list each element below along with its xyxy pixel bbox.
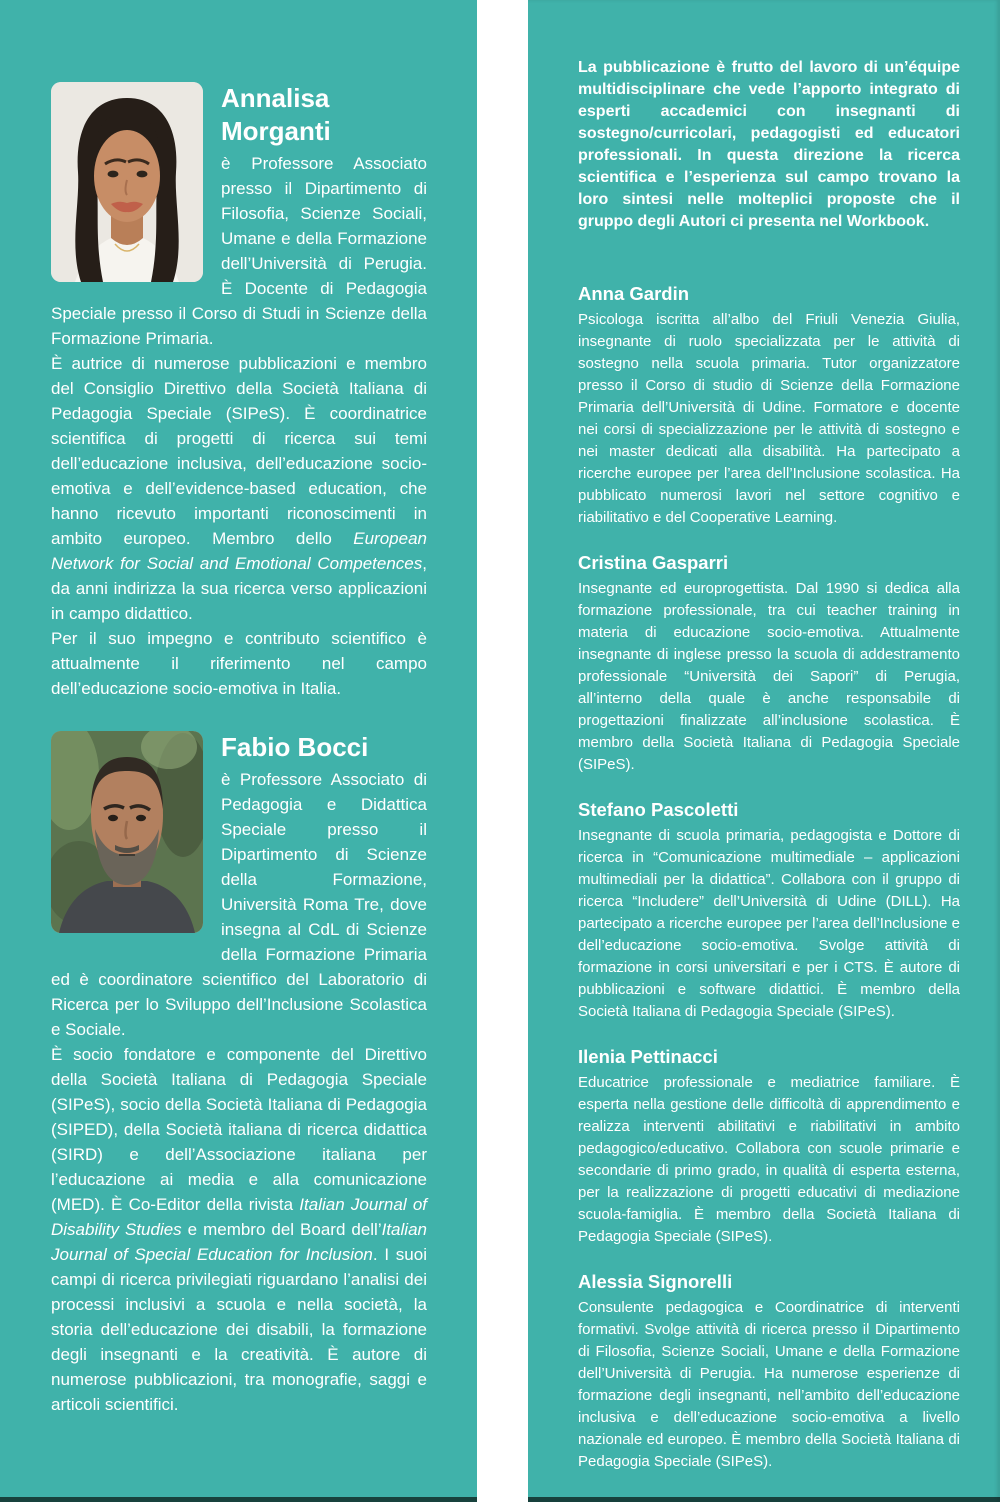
intro-paragraph: La pubblicazione è frutto del lavoro di un’équipe multidisciplinare che vede l’apporto integrato di esperti accademici con insegnanti di sostegno/curricolari, pedagogisti ed educatori professionali. In questa direzione la ricerca scientifica e l’esperienza sul campo trovano la loro sintesi nelle molteplici proposte che il gruppo degli Autori ci presenta nel Workbook. (578, 59, 960, 230)
italic-text-run: European Network for Social and Emotional Competences (51, 529, 427, 573)
italic-text-run: Italian Journal of Special Education for Inclusion (51, 1220, 427, 1264)
bio-paragraph: Insegnante di scuola primaria, pedagogista e Dottore di ricerca in “Comunicazione multimediale – applicazioni multimediali per la didattica”. Collabora con il gruppo di ricerca “Includere” dell’Università di Udine (DILL). Ha partecipato a ricerche europee per l’area dell’Inclusione e dell’educazione socio-emotiva. Svolge attività di formazione in corsi universitari e per i CTS. È autore di pubblicazioni e software didattici. È membro della Società Italiana di Pedagogia Speciale (SIPeS). (578, 827, 960, 1020)
author-name: Anna Gardin (578, 283, 690, 304)
left-flap-authors (51, 82, 427, 1417)
bio-paragraph: Insegnante ed europrogettista. Dal 1990 si dedica alla formazione professionale, tra cui teacher training in materia di educazione socio-emotiva. Attualmente insegnante di inglese presso la scuola di addestramento professionale “Università dei Sapori” di Perugia, all’interno della quale è anche responsabile di progettazioni finalizzate all’inclusione scolastica. È membro della Società Italiana di Pedagogia Speciale (SIPeS). (578, 580, 960, 773)
spine-gutter (477, 0, 528, 1505)
author-bio (578, 281, 960, 529)
author-bio (51, 731, 427, 1417)
author-bio (51, 82, 427, 701)
bio-paragraph: Educatrice professionale e mediatrice familiare. È esperta nella gestione delle difficoltà di apprendimento e realizza interventi abilitativi e riabilitativi in ambito pedagogico/educativo. Collabora con scuole primarie e secondarie di primo grado, in qualità di esperta esterna, per la realizzazione di progetti educativi di mediazione scuola-famiglia. È membro della Società Italiana di Pedagogia Speciale (SIPeS). (578, 1074, 960, 1245)
fabio-bocci-portrait (51, 731, 203, 933)
text-run: È autrice di numerose pubblicazioni e membro del Consiglio Direttivo della Società Italiana di Pedagogia Speciale (SIPeS). È coordinatrice scientifica di progetti di ricerca sui temi dell’educazione inclusiva, dell’educazione socio-emotiva e dell’evidence-based education, che hanno ricevuto importanti riconoscimenti in ambito europeo. Membro dello (51, 354, 427, 548)
right-flap-authors (578, 281, 960, 1473)
text-run: È socio fondatore e componente del Direttivo della Società Italiana di Pedagogia Speciale (SIPeS), socio della Società Italiana di Pedagogia (SIPED), della Società italiana di ricerca didattica (SIRD) e dell’Associazione italiana per l’educazione ai media e alla comunicazione (MED). È Co-Editor della rivista (51, 1045, 427, 1214)
text-run: , da anni indirizza la sua ricerca verso applicazioni in campo didattico. (51, 554, 427, 623)
fabio-bocci-photo (51, 731, 203, 933)
author-name: Fabio Bocci (221, 732, 369, 762)
author-bio (578, 1044, 960, 1248)
text-run: è Professore Associato presso il Dipartimento di Filosofia, Scienze Sociali, Umane e della Formazione dell’Università di Perugia. È Docente di Pedagogia Speciale presso il Corso di Studi in Scienze della Formazione Primaria. (51, 154, 427, 348)
text-run: e membro del Board dell’ (181, 1220, 382, 1239)
text-run: Per il suo impegno e contributo scientifico è attualmente il riferimento nel campo dell’educazione socio-emotiva in Italia. (51, 629, 427, 698)
author-name: Alessia Signorelli (578, 1271, 733, 1292)
author-name: Annalisa Morganti (221, 83, 331, 146)
bio-paragraph (51, 626, 427, 701)
author-name: Ilenia Pettinacci (578, 1046, 718, 1067)
bio-paragraph: Consulente pedagogica e Coordinatrice di interventi formativi. Svolge attività di ricerca presso il Dipartimento di Filosofia, Scienze Sociali, Umane e della Formazione dell’Università di Perugia. Ha numerose esperienze di formazione degli insegnanti, nell’ambito dell’educazione inclusiva e dell’educazione socio-emotiva a livello nazionale ed europeo. È membro della Società Italiana di Pedagogia Speciale (SIPeS). (578, 1299, 960, 1470)
author-bio (578, 1269, 960, 1473)
italic-text-run: Italian Journal of Disability Studies (51, 1195, 428, 1239)
text-run: . I suoi campi di ricerca privilegiati riguardano l’analisi dei processi inclusivi a scuola e nella società, la storia dell’educazione dei disabili, la formazione degli insegnanti e la creatività. È autore di numerose pubblicazioni, tra monografie, saggi e articoli scientifici. (51, 1245, 427, 1414)
author-name: Cristina Gasparri (578, 552, 729, 573)
text-run: è Professore Associato di Pedagogia e Didattica Speciale presso il Dipartimento di Scienze della Formazione, Università Roma Tre, dove insegna al CdL di Scienze della Formazione Primaria ed è coordinatore scientifico del Laboratorio di Ricerca per lo Sviluppo dell’Inclusione Scolastica e Sociale. (51, 770, 427, 1039)
left-flap-panel (0, 0, 477, 1502)
bio-paragraph (51, 351, 427, 626)
right-flap-panel (528, 0, 1000, 1502)
author-bio (578, 797, 960, 1023)
annalisa-morganti-portrait (51, 82, 203, 282)
bio-paragraph: Psicologa iscritta all’albo del Friuli Venezia Giulia, insegnante di ruolo specializzata per le attività di sostegno nella scuola primaria. Tutor organizzatore presso il Corso di studio di Scienze della Formazione Primaria dell’Università di Udine. Formatore e docente nei corsi di specializzazione per le attività di sostegno e nei master dedicati alla disabilità. Ha partecipato a ricerche europee per l’area dell’Inclusione scolastica. Ha pubblicato numerosi lavori nel settore cognitivo e riabilitativo e del Cooperative Learning. (578, 311, 960, 526)
annalisa-morganti-photo (51, 82, 203, 282)
bio-paragraph (51, 1042, 427, 1417)
author-name: Stefano Pascoletti (578, 799, 739, 820)
author-bio (578, 550, 960, 776)
